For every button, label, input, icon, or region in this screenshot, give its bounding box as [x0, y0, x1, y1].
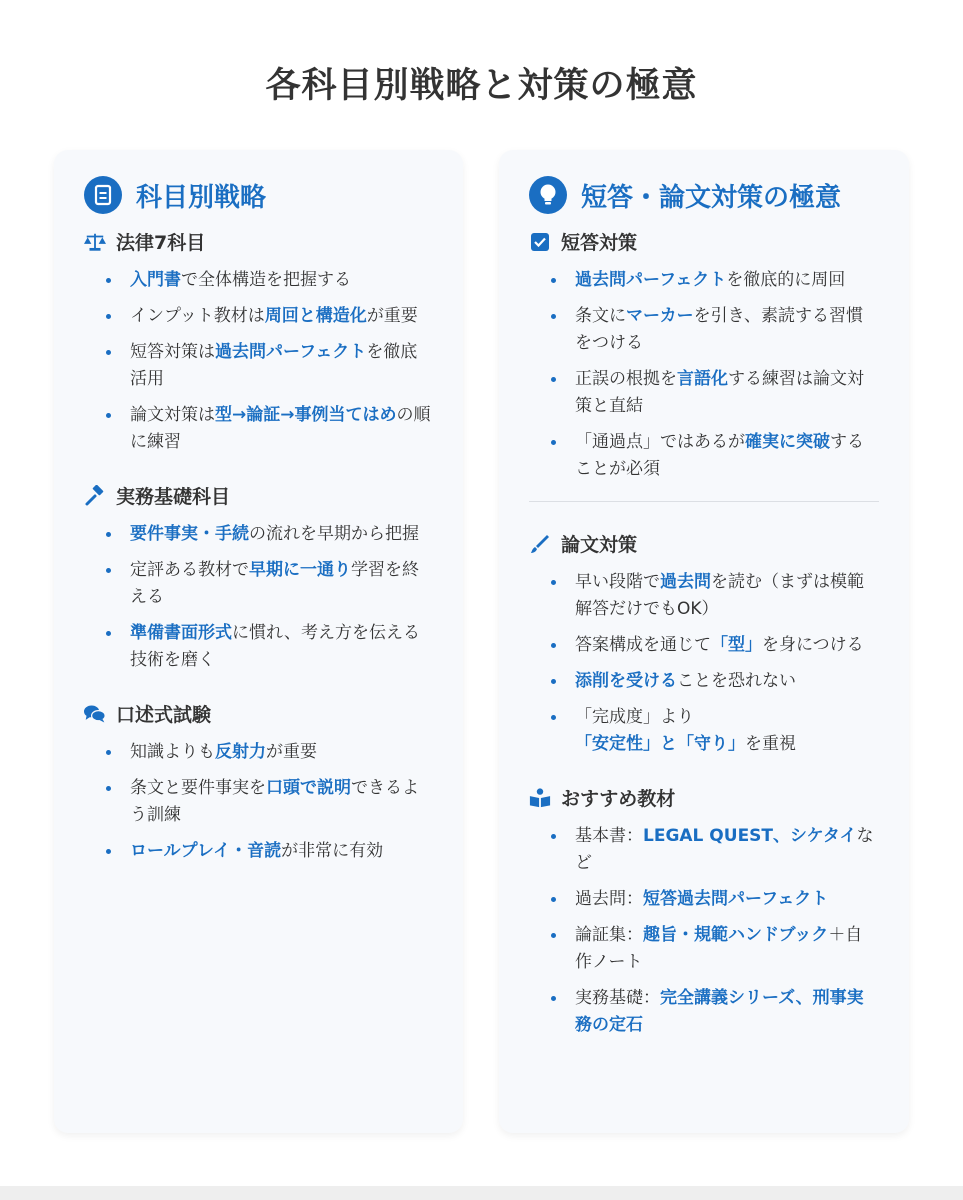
list-item: 基本書：LEGAL QUEST、シケタイなど [575, 823, 879, 877]
list-item: 正誤の根拠を言語化する練習は論文対策と直結 [575, 366, 879, 420]
list-item: 条文にマーカーを引き、素読する習慣をつける [575, 303, 879, 357]
document-icon [84, 176, 122, 214]
card-header [84, 176, 433, 214]
bottom-bar [0, 1186, 963, 1200]
list-item: 論証集：趣旨・規範ハンドブック＋自作ノート [575, 922, 879, 976]
section-title: 論文対策 [561, 534, 638, 556]
list-item: 準備書面形式に慣れ、考え方を伝える技術を磨く [130, 620, 433, 674]
card-title: 科目別戦略 [136, 182, 267, 213]
section-title: 法律7科目 [116, 232, 206, 254]
pen-icon [529, 533, 551, 555]
list-item: 「完成度」より 「安定性」と「守り」を重視 [575, 704, 879, 758]
section-title: 口述式試験 [116, 704, 212, 726]
list-item: 「通過点」ではあるが確実に突破することが必須 [575, 429, 879, 483]
list-item: 知識よりも反射力が重要 [130, 739, 433, 766]
lightbulb-icon [529, 176, 567, 214]
list-item: 定評ある教材で早期に一通り学習を終える [130, 557, 433, 611]
section-practical-basics [84, 482, 433, 674]
section-title: 短答対策 [561, 232, 638, 254]
list-item: 過去問：短答過去問パーフェクト [575, 886, 879, 913]
gavel-icon [84, 485, 106, 507]
section-short-answer [529, 228, 879, 483]
section-title: 実務基礎科目 [116, 486, 231, 508]
list-item: インプット教材は周回と構造化が重要 [130, 303, 433, 330]
list-item: 答案構成を通じて「型」を身につける [575, 632, 879, 659]
list-item: 早い段階で過去問を読む（まずは模範解答だけでもOK） [575, 569, 879, 623]
list-item: 入門書で全体構造を把握する [130, 267, 433, 294]
card-header [529, 176, 879, 214]
scales-icon [84, 231, 106, 253]
page-title: 各科目別戦略と対策の極意 [265, 66, 698, 106]
section-law-7-subjects [84, 228, 433, 456]
list-item: 要件事実・手続の流れを早期から把握 [130, 521, 433, 548]
comments-icon [84, 703, 106, 725]
exam-tips-card [499, 150, 909, 1133]
checkbox-icon [529, 231, 551, 253]
list-item: 論文対策は型→論証→事例当てはめの順に練習 [130, 402, 433, 456]
section-title: おすすめ教材 [561, 788, 676, 810]
subject-strategy-card [54, 150, 463, 1133]
list-item: 過去問パーフェクトを徹底的に周回 [575, 267, 879, 294]
divider [529, 501, 879, 502]
section-essay [529, 530, 879, 758]
book-reader-icon [529, 787, 551, 809]
list-item: 短答対策は過去問パーフェクトを徹底活用 [130, 339, 433, 393]
card-title: 短答・論文対策の極意 [581, 182, 842, 213]
list-item: ロールプレイ・音読が非常に有効 [130, 838, 433, 865]
list-item: 実務基礎：完全講義シリーズ、刑事実務の定石 [575, 985, 879, 1039]
list-item: 添削を受けることを恐れない [575, 668, 879, 695]
section-oral-exam [84, 700, 433, 865]
list-item: 条文と要件事実を口頭で説明できるよう訓練 [130, 775, 433, 829]
section-recommended-materials [529, 784, 879, 1039]
